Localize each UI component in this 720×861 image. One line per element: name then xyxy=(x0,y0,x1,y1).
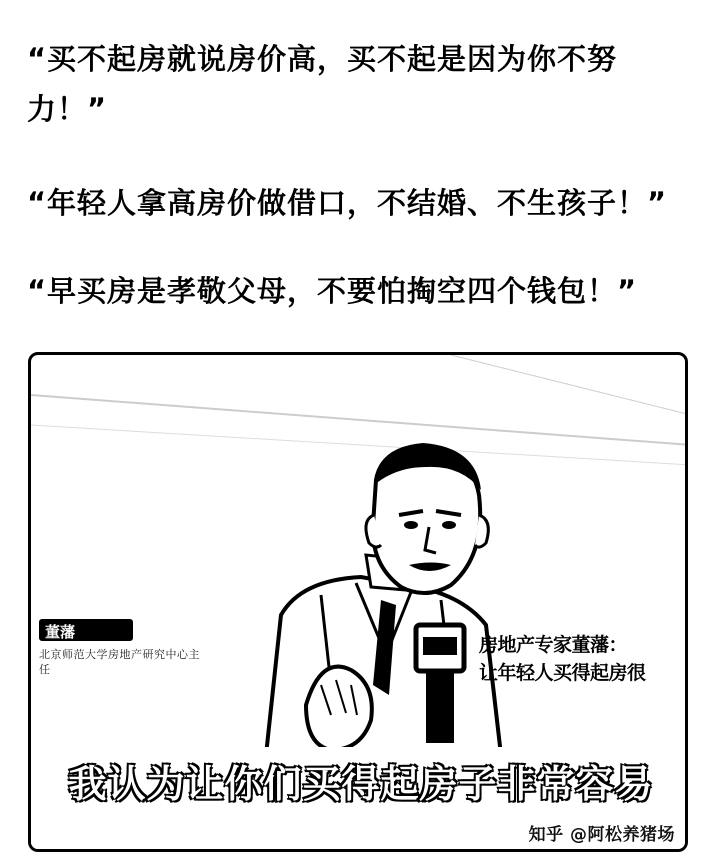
name-tag: 董藩 xyxy=(39,619,133,641)
quote-3: “早买房是孝敬父母，不要怕掏空四个钱包！” xyxy=(27,274,638,308)
headline-line-1: 房地产专家董藩： xyxy=(479,634,628,656)
video-subtitle: 我认为让你们买得起房子非常容易 xyxy=(68,762,654,806)
zhihu-watermark: 知乎 @阿松养猪场 xyxy=(529,820,675,845)
name-caption: 北京师范大学房地产研究中心主任 xyxy=(39,648,200,676)
headline-line-2: 让年轻人买得起房很 xyxy=(479,662,646,684)
quote-2: “年轻人拿高房价做借口，不结婚、不生孩子！” xyxy=(27,186,668,220)
quote-1: “买不起房就说房价高，买不起是因为你不努力！” xyxy=(27,42,618,126)
news-screenshot-image xyxy=(28,352,688,852)
news-headline xyxy=(479,631,688,687)
